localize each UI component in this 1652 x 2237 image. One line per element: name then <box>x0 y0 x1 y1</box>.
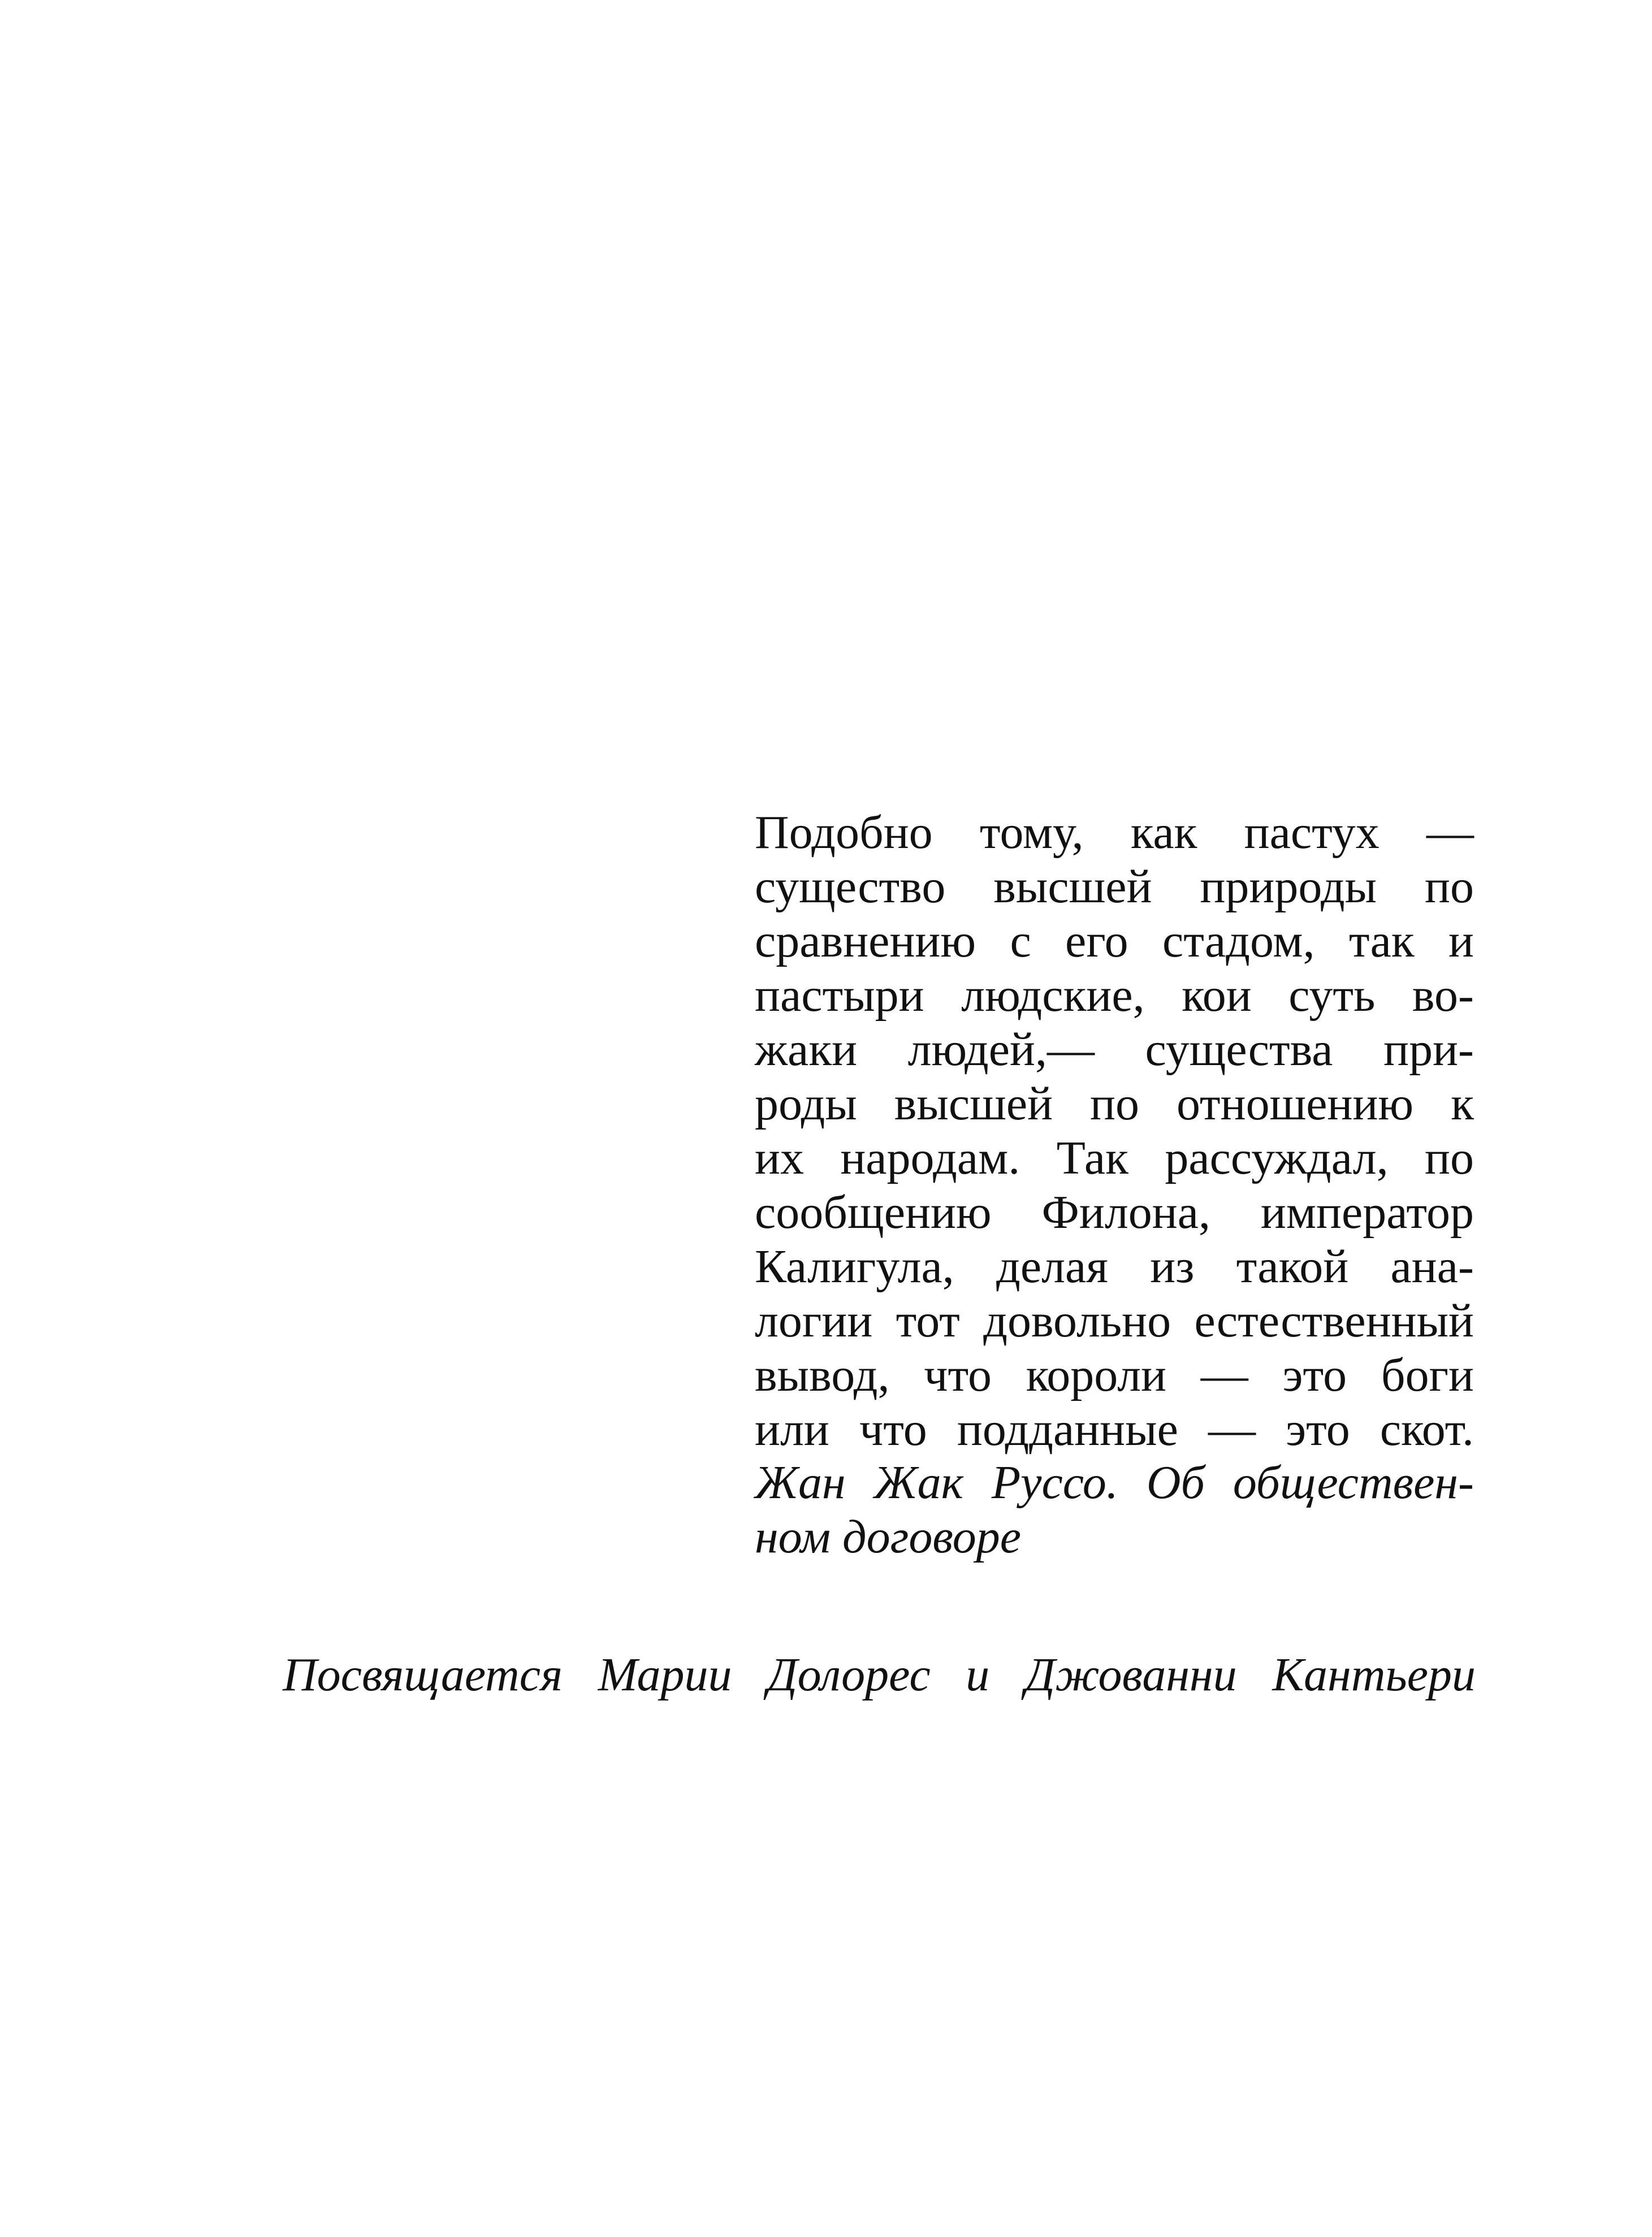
epigraph-line: вывод, что короли — это боги <box>755 1349 1474 1401</box>
epigraph-line: их народам. Так рассуждал, по <box>755 1132 1474 1184</box>
epigraph-line: логии тот довольно естественный <box>755 1295 1474 1347</box>
attribution-line: Жан Жак Руссо. Об обществен- <box>755 1456 1474 1509</box>
epigraph <box>755 806 1474 1457</box>
epigraph-line: сравнению с его стадом, так и <box>755 915 1474 967</box>
epigraph-line: пастыри людские, кои суть во- <box>755 969 1474 1022</box>
epigraph-line: сообщению Филона, император <box>755 1186 1474 1239</box>
epigraph-line: жаки людей,— существа при- <box>755 1023 1474 1076</box>
dedication: Посвящается Марии Долорес и Джованни Кантьери <box>283 1648 1476 1701</box>
epigraph-attribution <box>755 1456 1474 1564</box>
epigraph-line: роды высшей по отношению к <box>755 1078 1474 1130</box>
epigraph-line: или что подданные — это скот. <box>755 1403 1474 1456</box>
epigraph-line: существо высшей природы по <box>755 860 1474 913</box>
epigraph-line: Подобно тому, как пастух — <box>755 806 1474 859</box>
attribution-line: ном договоре <box>755 1511 1021 1563</box>
epigraph-line: Калигула, делая из такой ана- <box>755 1240 1474 1293</box>
